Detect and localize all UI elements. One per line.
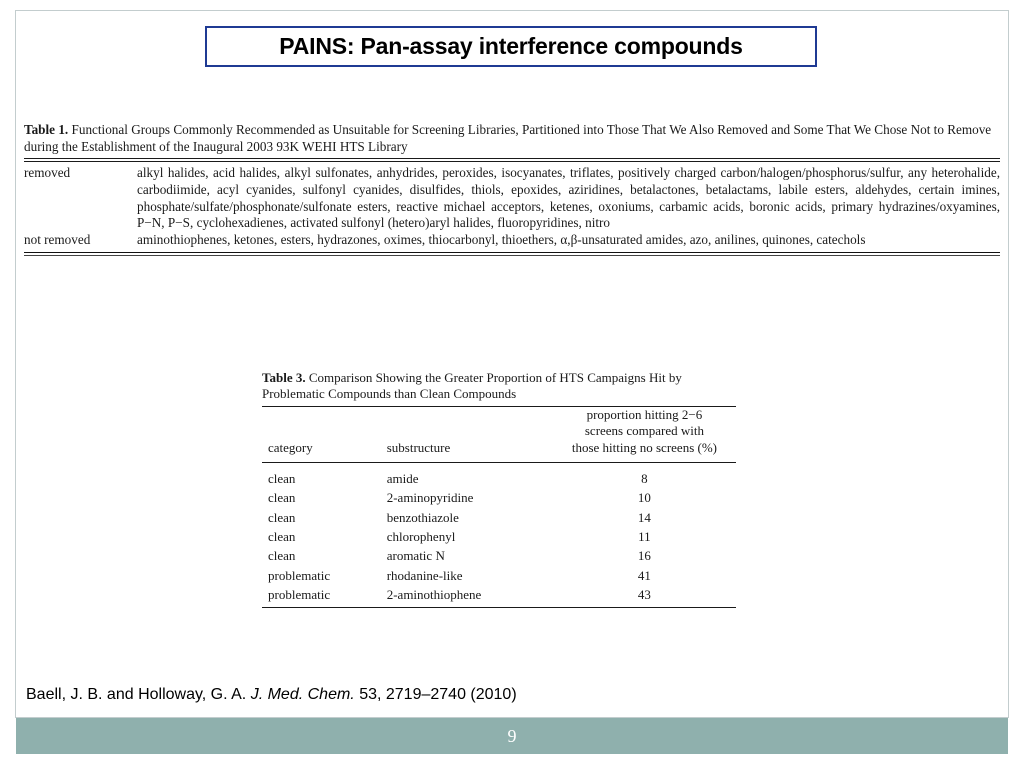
table-1-removed-text: alkyl halides, acid halides, alkyl sulfonates, anhydrides, peroxides, isocyanates, triflates, positively charged carbon/halogen/phosphorus/sulfur, any heterohalide, carbodiimide, acyl cyanides, sulfonyl cyanides, disulfides, thiols, epoxides, aziridines, betalactones, betalactams, labile esters, aldehydes, certain imines, phosphate/sulfate/phosphonate/sulfonate esters, reactive michael acceptors, ketenes, oxoniums, carbamic acids, boronic acids, primary hydrazines/oxyamines, P−N, P−S, cyclohexadienes, activated sulfonyl (hetero)aryl halides, fluoropyridines, nitro <box>137 165 1000 231</box>
table-1-body <box>24 162 1000 248</box>
cell-substructure: 2-aminopyridine <box>386 490 474 506</box>
table-3-label: Table 3. <box>262 370 306 385</box>
cell-substructure: 2-aminothiophene <box>386 586 482 602</box>
table-row <box>262 463 736 489</box>
table-1-row-content-not-removed <box>120 232 1000 249</box>
cell-category: clean <box>268 509 296 525</box>
cell-category: clean <box>268 471 296 487</box>
citation-details: 53, 2719–2740 (2010) <box>359 686 517 703</box>
column-header-proportion-line3: those hitting no screens (%) <box>571 439 717 455</box>
column-header-proportion-line1: proportion hitting 2−6 <box>586 406 703 422</box>
column-header-substructure: substructure <box>386 439 451 455</box>
cell-proportion: 10 <box>637 490 651 506</box>
cell-proportion: 8 <box>641 471 648 487</box>
table-1-row-content-removed <box>120 165 1000 231</box>
citation <box>26 686 517 704</box>
slide-border <box>15 10 1009 718</box>
cell-proportion: 11 <box>638 528 651 544</box>
table-1-row-label-not-removed: not removed <box>24 231 91 247</box>
slide-title-box <box>205 26 817 67</box>
table-row <box>262 546 736 565</box>
table-1-not-removed-text: aminothiophenes, ketones, esters, hydrazones, oximes, thiocarbonyl, thioethers, α,β-unsaturated amides, azo, anilines, quinones, catechols <box>137 231 866 247</box>
table-3-caption-text: Comparison Showing the Greater Proportion of HTS Campaigns Hit by Problematic Compounds than Clean Compounds <box>262 370 682 402</box>
footer-bar <box>16 718 1008 754</box>
table-3-caption <box>262 370 736 406</box>
table-1-row-label-removed: removed <box>24 165 71 181</box>
cell-substructure: aromatic N <box>386 548 445 564</box>
table-1-label: Table 1. <box>24 122 69 137</box>
cell-substructure: rhodanine-like <box>386 567 463 583</box>
table-3-header-row <box>262 407 736 458</box>
table-1-caption-text: Functional Groups Commonly Recommended as Unsuitable for Screening Libraries, Partitioned into Those That We Also Removed and Some That We Chose Not to Remove during the Establishment of the Inaugural 2003 93K WEHI HTS Library <box>24 122 992 154</box>
cell-category: problematic <box>268 567 331 583</box>
table-row <box>262 585 736 604</box>
cell-proportion: 16 <box>637 548 651 564</box>
table-row <box>24 232 1000 249</box>
cell-category: problematic <box>268 586 331 602</box>
table-row <box>262 566 736 585</box>
table-row <box>24 165 1000 231</box>
table-3 <box>262 370 736 608</box>
citation-authors: Baell, J. B. and Holloway, G. A. <box>26 686 247 703</box>
table-3-body <box>262 463 736 605</box>
column-header-category: category <box>268 439 313 455</box>
cell-substructure: benzothiazole <box>386 509 459 525</box>
cell-proportion: 14 <box>637 509 651 525</box>
cell-substructure: chlorophenyl <box>386 528 456 544</box>
cell-proportion: 43 <box>637 586 651 602</box>
cell-substructure: amide <box>386 471 419 487</box>
page-number: 9 <box>507 725 517 746</box>
page-title: PAINS: Pan-assay interference compounds <box>279 33 743 59</box>
cell-category: clean <box>268 528 296 544</box>
column-header-proportion <box>553 407 736 458</box>
cell-proportion: 41 <box>637 567 651 583</box>
table-3-grid <box>262 407 736 604</box>
column-header-proportion-line2: screens compared with <box>584 423 704 439</box>
cell-category: clean <box>268 548 296 564</box>
table-row <box>262 488 736 507</box>
table-3-bottom-rule <box>262 607 736 608</box>
table-1-caption <box>24 122 1000 158</box>
table-1-bottom-rule <box>24 252 1000 256</box>
cell-category: clean <box>268 490 296 506</box>
table-3-head <box>262 407 736 463</box>
table-1 <box>24 122 1000 256</box>
table-row <box>262 527 736 546</box>
table-row <box>262 508 736 527</box>
citation-journal: J. Med. Chem. <box>250 686 355 703</box>
